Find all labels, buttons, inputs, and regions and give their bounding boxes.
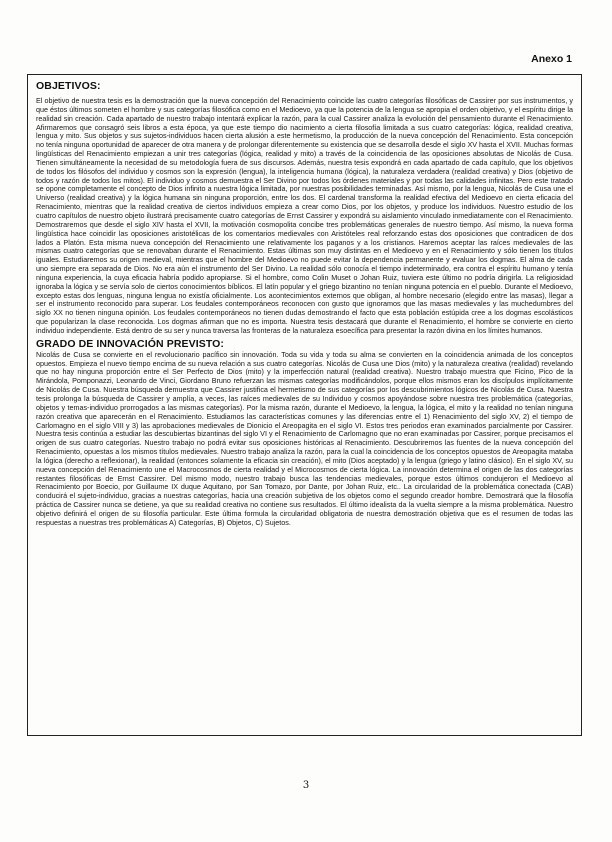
annex-label: Anexo 1 bbox=[531, 53, 572, 65]
section-title-grado-innovacion: GRADO DE INNOVACIÓN PREVISTO: bbox=[36, 337, 225, 350]
content-frame bbox=[27, 74, 582, 736]
page-number: 3 bbox=[302, 780, 310, 791]
section-title-objetivos: OBJETIVOS: bbox=[36, 80, 101, 92]
section-body-grado-innovacion: Nicolás de Cusa se convierte en el revolucionario pacífico sin innovación. Toda su vida y toda su alma se convierten en la coincidencia animada de los conceptos opuestos. Empieza el nuevo tiempo encima de su nueva relación a sus cuatro categorías. Nicolás de Cusa une Dios (mito) y la naturaleza creativa (realidad) revelando que no hay ninguna proporción entre el Ser Perfecto de Dios (mito) y la imperfección natural (realidad creativa). Nuestro trabajo muestra que Ficino, Pico de la Mirándola, Pomponazzi, Leonardo de Vinci, Giordano Bruno refuerzan las mismas categorías modificándolos, porque ellos mismos eran los discípulos implícitamente de Nicolás de Cusa. Nuestra búsqueda demuestra que Cassirer justifica el hermetismo de sus categorías por los descubrimientos lógicos de Nicolás de Cusa. Nuestra tesis prolonga la búsqueda de Cassirer y amplía, a veces, las raíces medievales de su Individuo y cosmos apoyándose sobre nuestra tres problemática (categorías, objetos y temas-individuo prorrogados a las mismas categorías). Por la misma razón, durante el Medioevo, la lengua, la lógica, el mito y la realidad no tenían ninguna razón creativa que aparecerán en el Renacimiento. Estudiamos las características comunes y las diferencias entre el 1) Renacimiento del siglo XV, 2) el tiempo de Carlomagno en el siglo VIII y 3) las aprobaciones medievales de Dionicio el Areopagita en el siglo VI. Estos tres periodos eran examinados parcialmente por Cassirer. Nuestra tesis continúa a estudiar las descubiertas bizantinas del siglo VI y el Renacimiento de Carlomagno que no eran examinadas por Cassirer, porque precisamos el origen de sus cuatro categorías. Nuestro trabajo no podrá evitar sus oposiciones históricas al Renacimiento. Descubriremos las fuentes de la nueva concepción del Renacimiento, opuestas a los mismos títulos medievales. Nuestro trabajo analiza la razón, para la cual la coincidencia de los conceptos opuestos de Areopagita mataba la lógica (derecho a reflexionar), la realidad (entonces solamente la eficacia sin creación), el mito (Dios aceptado) y la lengua (griego y latino clásico). En el siglo XV, su nueva concepción del Renacimiento une el Macrocosmos de cierta realidad y el Microcosmos de cierta lógica. La innovación determina el origen de las dos categorías restantes filosóficas de Ernst Cassirer. Del mismo modo, nuestro trabajo busca las tendencias medievales, porque estos últimos condujeron el Medioevo al Renacimiento por Boecio, por Guillaume IX duque Aquitano, por San Tomazo, por Dante, por Johan Ruiz, etc.. La circularidad de la problemática conectada (CAB) conducirá el sujeto-individuo, gracias a nuestras categorías, hacia una creación subjetiva de los objetos como el segundo creador hombre. Demostrará que la filosofía práctica de Cassirer nunca se detiene, ya que su realidad creativa no contiene sus resultados. El último idealista da la vuelta siempre a la misma problemática. Nuestro objetivo definirá el origen de su filosofía particular. Este última formula la circularidad obligatoria de nuestra demostración objetiva que es el resumen de todas las respuestas a nuestras tres problemáticas A) Categorías, B) Objetos, C) Sujetos. bbox=[36, 349, 573, 527]
section-body-objetivos: El objetivo de nuestra tesis es la demostración que la nueva concepción del Renacimiento coincide las cuatro categorías filosóficas de Cassirer por sus instrumentos, y que éstos últimos someten el hombre y sus categorías filosófica como en el Medioevo, ya que la potencia de la lengua se apropia el orden objetivo, y el espíritu dirige la realidad sin creación. Cada apartado de nuestro trabajo intentará explicar la razón, para la cual Cassirer analiza la evolución del pensamiento durante el Renacimiento. Afirmaremos que consagró seis libros a esta época, ya que este tiempo dio nacimiento a cierta filosofía limitada a sus cuatro categorías: lógica, realidad creativa, lengua y mito. Sus objetos y sus sujetos-individuos hacen cierta alusión a este hermetismo, la producción de la nueva concepción del Renacimiento. Esta concepción no tenía ninguna oportunidad de aparecer de otra manera y de prolongar diferentemente su existencia que se desarrolla desde el siglo XV hasta el XVII. Muchas formas lingüísticas del Renacimiento empiezan a unir tres categorías (lógica, realidad y mito) a través de la coincidencia de las oposiciones absolutas de Nicolás de Cusa. Tienen simultáneamente la necesidad de su metodología fuera de sus discursos. Además, nuestra tesis expondrá en cada apartado de cada capítulo, que los objetivos de todos los filósofos del individuo y cosmos son la expresión (lengua), la inteligencia humana (lógica), la naturaleza verdadera (realidad creativa) y Dios (objetivo de todos y razón de todos los mitos). El individuo y cosmos demuestra el Ser Divino por todos los órdenes materiales y por todas las calidades infinitas. Pero este tratado se opone completamente el concepto de Dios infinito a nuestra lógica limitada, por nuestras posibilidades terminadas. Así mismo, por la lengua, Nicolás de Cusa une el Universo (realidad creativa) y la lógica humana sin ninguna proporción, entre los dos. El cardenal transforma la realidad efectiva del Medioevo en cierta eficacia del Renacimiento, mientras que la realidad creativa de ciertos individuos empieza a crear como Dios, por los objetos, y produce los individuos. Nuestro estudio de los cuatro capítulos de nuestro objeto ilustrará precisamente cuatro categorías de Ernst Cassirer y expondrá su aislamiento vinculado inmediatamente con el Renacimiento. Demostraremos que desde el siglo XIV hasta el XVII, la motivación cosmopolita concibe tres problemáticas generales de nuestro tiempo. Así mismo, la nueva forma lingüística hace coincidir las oposiciones aristotélicas de los comentarios medievales con Aristóteles real reforzando estas dos oposiciones que contradicen de dos lados a Platón. Esta misma nueva concepción del Renacimiento une relativamente los paganos y a los cristianos. Haremos aceptar las raíces medievales de las mismas cuatro categorías que se renovaban durante el Renacimiento. Estas últimas son muy distintas en el Medioevo y en el Renacimiento y sólo tienen los títulos iguales. Estudiaremos su origen medieval, mientras que el hombre del Medioevo no puede evitar la dependencia permanente y evaluar los dogmas. El alma de cada uno siempre era separada de Dios. No era aún el instrumento del Ser Divino. La realidad sólo conocía el tiempo indeterminado, era contra el espíritu humano y tenía ninguna experiencia, la cuya eficacia habría podido apropiarse. Si el hombre, como Colin Muset o Johan Ruiz, tuviera este último no podría dirigirla. La religiosidad ignoraba la lógica y se servía solo de ciertos conocimientos bíblicos. El latín popular y el griego bizantino no tenían ninguna potencia en el pueblo. Durante el Medioevo, excepto estas dos lenguas, ninguna lengua no existía oficialmente. Los acontecimientos externos que obligan, al hombre necesario (elegido entre las masas), llegar a ser el instrumento reconocido para superar. Los feudales contemporáneos reconocen con gusto que ignoramos que las masas medievales y las muchedumbres del siglo XX no tienen ninguna opinión. Los feudales contemporáneos no tienen dudas demostrando el facto que esta población estúpida cree a los dogmas escolásticos que popularizan la clase reconocida. Los dogmas afirman que no es importa. Nuestra tesis destacará que durante el Renacimiento, el hombre se convierte en cierto individuo independiente. Está dentro de su ser y nunca traversa las fronteras de la naturaleza esoecífica para presentar la razón divina en los límites humanos. bbox=[36, 96, 573, 335]
